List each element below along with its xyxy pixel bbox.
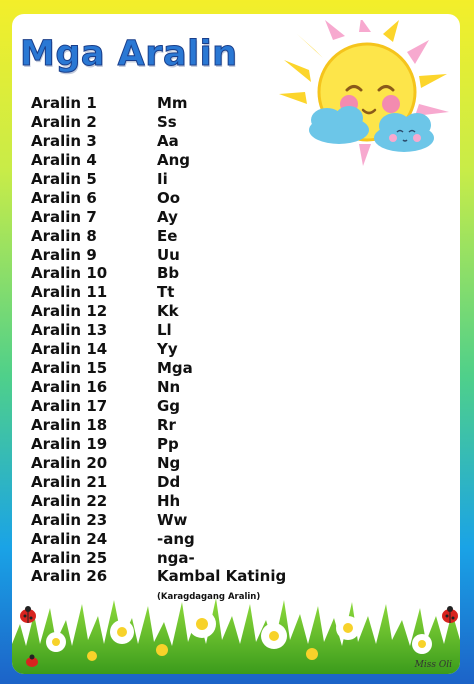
lesson-list-card <box>12 14 460 674</box>
lesson-number: Aralin 14 <box>31 340 108 359</box>
lesson-topic: Ng <box>157 453 181 472</box>
lesson-number: Aralin 25 <box>31 548 108 567</box>
lesson-number: Aralin 3 <box>31 131 97 150</box>
lesson-row <box>31 530 331 549</box>
lesson-row <box>31 416 331 435</box>
lesson-row <box>31 227 331 246</box>
lesson-row <box>31 208 331 227</box>
grass-flowers-border <box>12 594 460 674</box>
lesson-row <box>31 378 331 397</box>
lesson-number: Aralin 1 <box>31 94 97 112</box>
lesson-number: Aralin 10 <box>31 264 108 283</box>
lesson-list <box>31 94 331 586</box>
lesson-number: Aralin 13 <box>31 321 108 340</box>
lesson-topic: Tt <box>157 283 175 302</box>
lesson-topic: Mga <box>157 359 193 378</box>
lesson-topic: Gg <box>157 397 181 415</box>
lesson-topic: Mm <box>157 94 188 112</box>
lesson-row <box>31 151 331 170</box>
lesson-row <box>31 302 331 321</box>
lesson-row <box>31 567 331 586</box>
lesson-number: Aralin 20 <box>31 453 108 472</box>
lesson-row <box>31 189 331 208</box>
lesson-row <box>31 454 331 473</box>
lesson-topic: Pp <box>157 434 179 453</box>
lesson-row <box>31 321 331 340</box>
lesson-row <box>31 492 331 511</box>
lesson-topic: Dd <box>157 472 181 491</box>
signature: Miss Oli <box>414 660 452 670</box>
lesson-number: Aralin 6 <box>31 188 97 207</box>
lesson-number: Aralin 18 <box>31 415 108 434</box>
lesson-number: Aralin 5 <box>31 169 97 188</box>
lesson-topic: Yy <box>157 340 178 359</box>
lesson-row <box>31 170 331 189</box>
lesson-number: Aralin 7 <box>31 207 97 226</box>
lesson-topic: Ang <box>157 150 191 169</box>
lesson-number: Aralin 4 <box>31 150 97 169</box>
lesson-topic: Ww <box>157 510 188 529</box>
lesson-topic: nga- <box>157 548 195 567</box>
lesson-row <box>31 132 331 151</box>
lesson-number: Aralin 26 <box>31 567 108 586</box>
lesson-topic: Ay <box>157 207 178 226</box>
lesson-topic: Aa <box>157 131 179 150</box>
supplementary-note: (Karagdagang Aralin) <box>157 592 261 602</box>
lesson-topic: Hh <box>157 491 181 510</box>
lesson-row <box>31 94 331 113</box>
lesson-row <box>31 359 331 378</box>
lesson-row <box>31 340 331 359</box>
lesson-topic: Uu <box>157 245 180 264</box>
lesson-number: Aralin 24 <box>31 529 108 548</box>
lesson-number: Aralin 22 <box>31 491 108 510</box>
lesson-row <box>31 435 331 454</box>
lesson-number: Aralin 19 <box>31 434 108 453</box>
lesson-number: Aralin 2 <box>31 112 97 131</box>
lesson-row <box>31 397 331 416</box>
lesson-number: Aralin 12 <box>31 302 108 321</box>
lesson-number: Aralin 17 <box>31 397 108 415</box>
lesson-row <box>31 511 331 530</box>
lesson-topic: Rr <box>157 415 176 434</box>
page-title: Mga Aralin <box>20 34 238 74</box>
lesson-topic: Kk <box>157 302 179 321</box>
lesson-number: Aralin 15 <box>31 359 108 378</box>
lesson-number: Aralin 23 <box>31 510 108 529</box>
lesson-number: Aralin 9 <box>31 245 97 264</box>
lesson-row <box>31 283 331 302</box>
lesson-number: Aralin 16 <box>31 378 108 397</box>
lesson-topic: -ang <box>157 529 195 548</box>
lesson-topic: Ss <box>157 112 177 131</box>
lesson-number: Aralin 11 <box>31 283 108 302</box>
lesson-row <box>31 264 331 283</box>
lesson-row <box>31 113 331 132</box>
lesson-topic: Ee <box>157 226 178 245</box>
lesson-topic: Oo <box>157 188 181 207</box>
lesson-row <box>31 473 331 492</box>
lesson-topic: Nn <box>157 378 181 397</box>
lesson-topic: Ii <box>157 169 168 188</box>
lesson-row <box>31 549 331 568</box>
lesson-topic: Bb <box>157 264 180 283</box>
lesson-number: Aralin 8 <box>31 226 97 245</box>
lesson-row <box>31 246 331 265</box>
lesson-topic: Kambal Katinig <box>157 567 287 586</box>
lesson-number: Aralin 21 <box>31 472 108 491</box>
lesson-topic: Ll <box>157 321 172 340</box>
